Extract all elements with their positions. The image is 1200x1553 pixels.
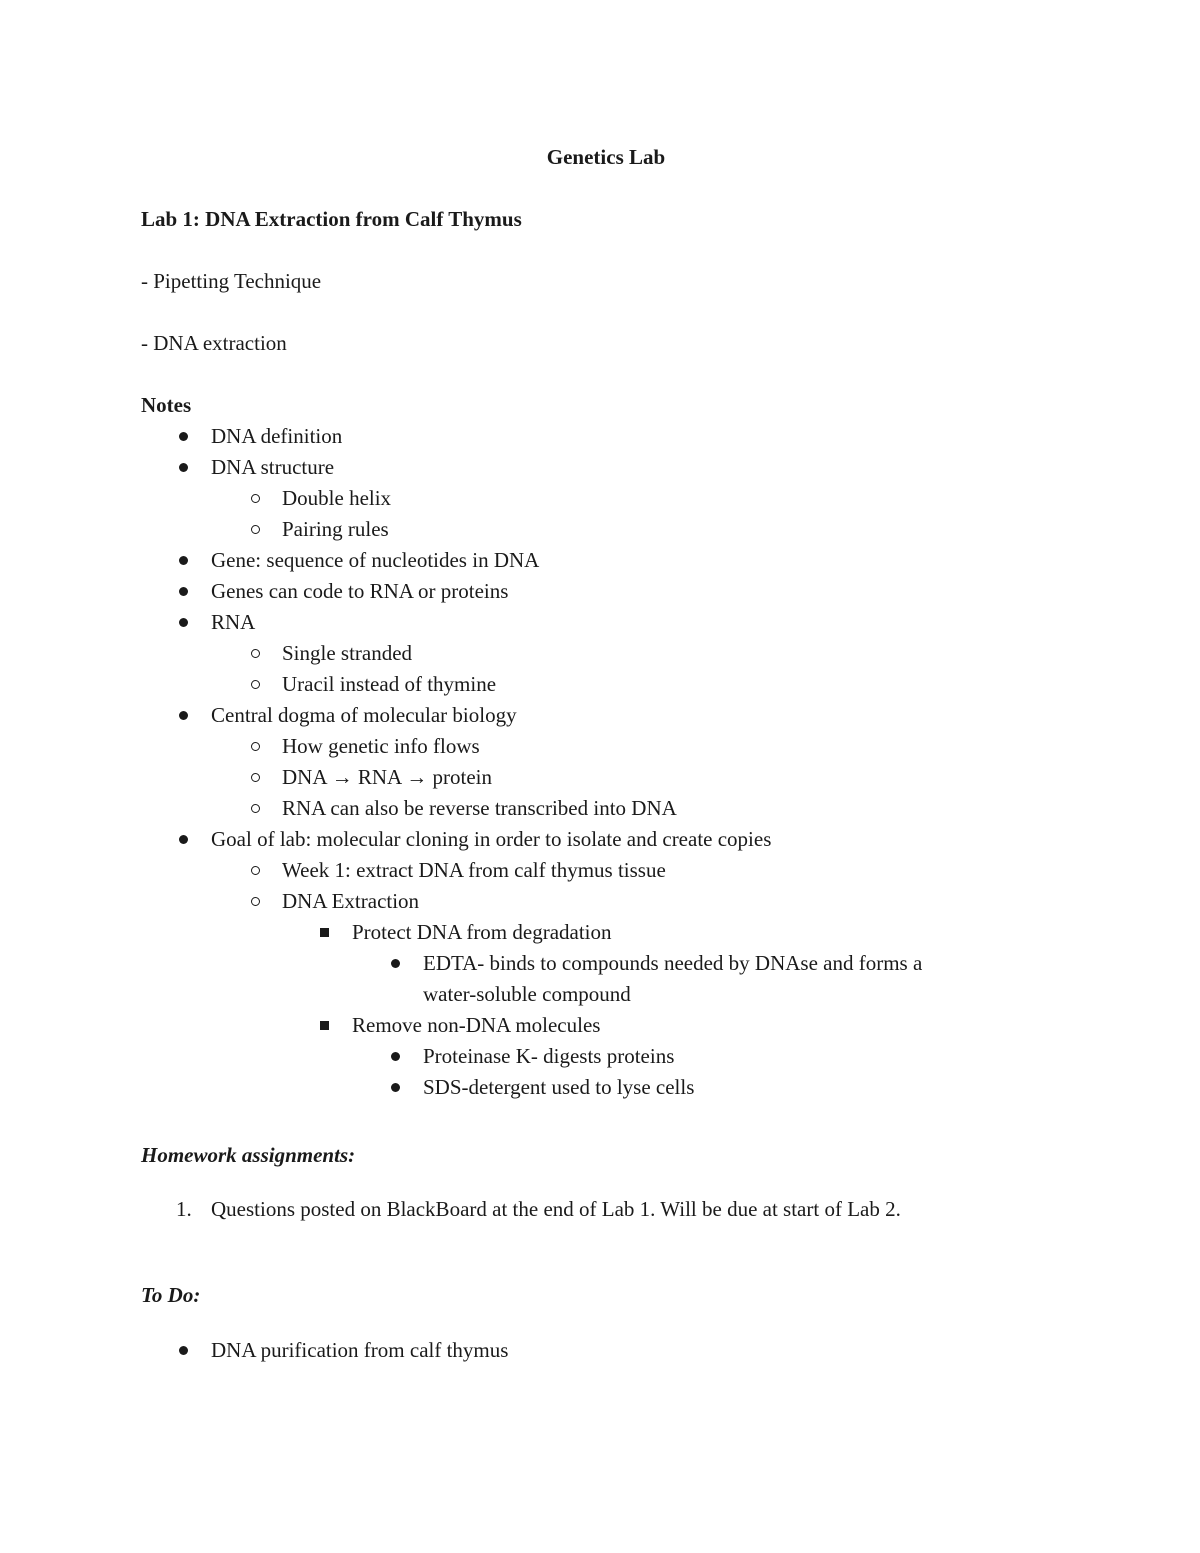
document-title: Genetics Lab xyxy=(546,145,666,169)
hollow-bullet-icon xyxy=(245,514,265,545)
square-bullet-icon xyxy=(314,917,334,948)
note-item xyxy=(0,452,1200,483)
note-item xyxy=(0,669,1200,700)
bullet-icon xyxy=(173,545,193,576)
note-item-text: RNA xyxy=(211,610,256,634)
note-item xyxy=(0,638,1200,669)
note-item-text: RNA can also be reverse transcribed into DNA xyxy=(282,796,677,820)
hollow-bullet-icon xyxy=(245,483,265,514)
note-item xyxy=(0,576,1200,607)
todo-item xyxy=(0,1335,1200,1366)
note-item xyxy=(0,514,1200,545)
note-item-text: Pairing rules xyxy=(282,517,389,541)
bullet-icon xyxy=(173,1335,193,1366)
note-item-text: DNA Extraction xyxy=(282,889,420,913)
note-item xyxy=(0,886,1200,917)
hollow-bullet-icon xyxy=(245,886,265,917)
note-item-text: Protect DNA from degradation xyxy=(352,920,612,944)
lab-heading: Lab 1: DNA Extraction from Calf Thymus xyxy=(141,207,522,231)
note-item-text: Uracil instead of thymine xyxy=(282,672,497,696)
note-item xyxy=(0,979,1200,1010)
note-item-text: Double helix xyxy=(282,486,392,510)
topic-item: - Pipetting Technique xyxy=(141,269,322,293)
note-item xyxy=(0,483,1200,514)
todo-item-text: DNA purification from calf thymus xyxy=(211,1338,509,1362)
note-item-text: Remove non-DNA molecules xyxy=(352,1013,601,1037)
note-item xyxy=(0,855,1200,886)
note-item-text: Proteinase K- digests proteins xyxy=(423,1044,675,1068)
note-item xyxy=(0,545,1200,576)
homework-heading: Homework assignments: xyxy=(141,1143,356,1167)
hollow-bullet-icon xyxy=(245,793,265,824)
note-item xyxy=(0,762,1200,793)
note-item-text: Week 1: extract DNA from calf thymus tissue xyxy=(282,858,666,882)
note-item-text: Single stranded xyxy=(282,641,413,665)
hollow-bullet-icon xyxy=(245,855,265,886)
homework-item-text: Questions posted on BlackBoard at the end of Lab 1. Will be due at start of Lab 2. xyxy=(211,1197,901,1221)
bullet-icon xyxy=(173,824,193,855)
hollow-bullet-icon xyxy=(245,638,265,669)
bullet-icon xyxy=(173,421,193,452)
bullet-icon xyxy=(173,452,193,483)
hollow-bullet-icon xyxy=(245,731,265,762)
todo-heading: To Do: xyxy=(141,1283,201,1307)
notes-heading: Notes xyxy=(141,393,192,417)
note-item-text: DNA definition xyxy=(211,424,343,448)
note-item xyxy=(0,917,1200,948)
note-item-text: water-soluble compound xyxy=(423,982,631,1006)
note-item-text: EDTA- binds to compounds needed by DNAse and forms a xyxy=(423,951,923,975)
topic-item: - DNA extraction xyxy=(141,331,287,355)
bullet-icon xyxy=(173,576,193,607)
bullet-icon xyxy=(385,948,405,979)
note-item-text: How genetic info flows xyxy=(282,734,480,758)
homework-item-number: 1. xyxy=(176,1197,192,1221)
note-item-text: Central dogma of molecular biology xyxy=(211,703,517,727)
note-item xyxy=(0,793,1200,824)
note-item-text: SDS-detergent used to lyse cells xyxy=(423,1075,695,1099)
note-item xyxy=(0,607,1200,638)
note-item-text: Gene: sequence of nucleotides in DNA xyxy=(211,548,540,572)
note-item xyxy=(0,1072,1200,1103)
hollow-bullet-icon xyxy=(245,762,265,793)
bullet-icon xyxy=(385,1041,405,1072)
note-item xyxy=(0,731,1200,762)
bullet-icon xyxy=(385,1072,405,1103)
note-item-text: DNA → RNA → protein xyxy=(282,765,492,789)
bullet-icon xyxy=(173,700,193,731)
note-item xyxy=(0,421,1200,452)
note-item xyxy=(0,700,1200,731)
note-item-text: DNA structure xyxy=(211,455,335,479)
note-item xyxy=(0,1010,1200,1041)
note-item xyxy=(0,1041,1200,1072)
square-bullet-icon xyxy=(314,1010,334,1041)
notes-list xyxy=(0,421,1200,1103)
note-item xyxy=(0,948,1200,979)
note-item-text: Genes can code to RNA or proteins xyxy=(211,579,509,603)
homework-item xyxy=(0,1194,1200,1225)
bullet-icon xyxy=(173,607,193,638)
hollow-bullet-icon xyxy=(245,669,265,700)
note-item xyxy=(0,824,1200,855)
note-item-text: Goal of lab: molecular cloning in order to isolate and create copies xyxy=(211,827,772,851)
